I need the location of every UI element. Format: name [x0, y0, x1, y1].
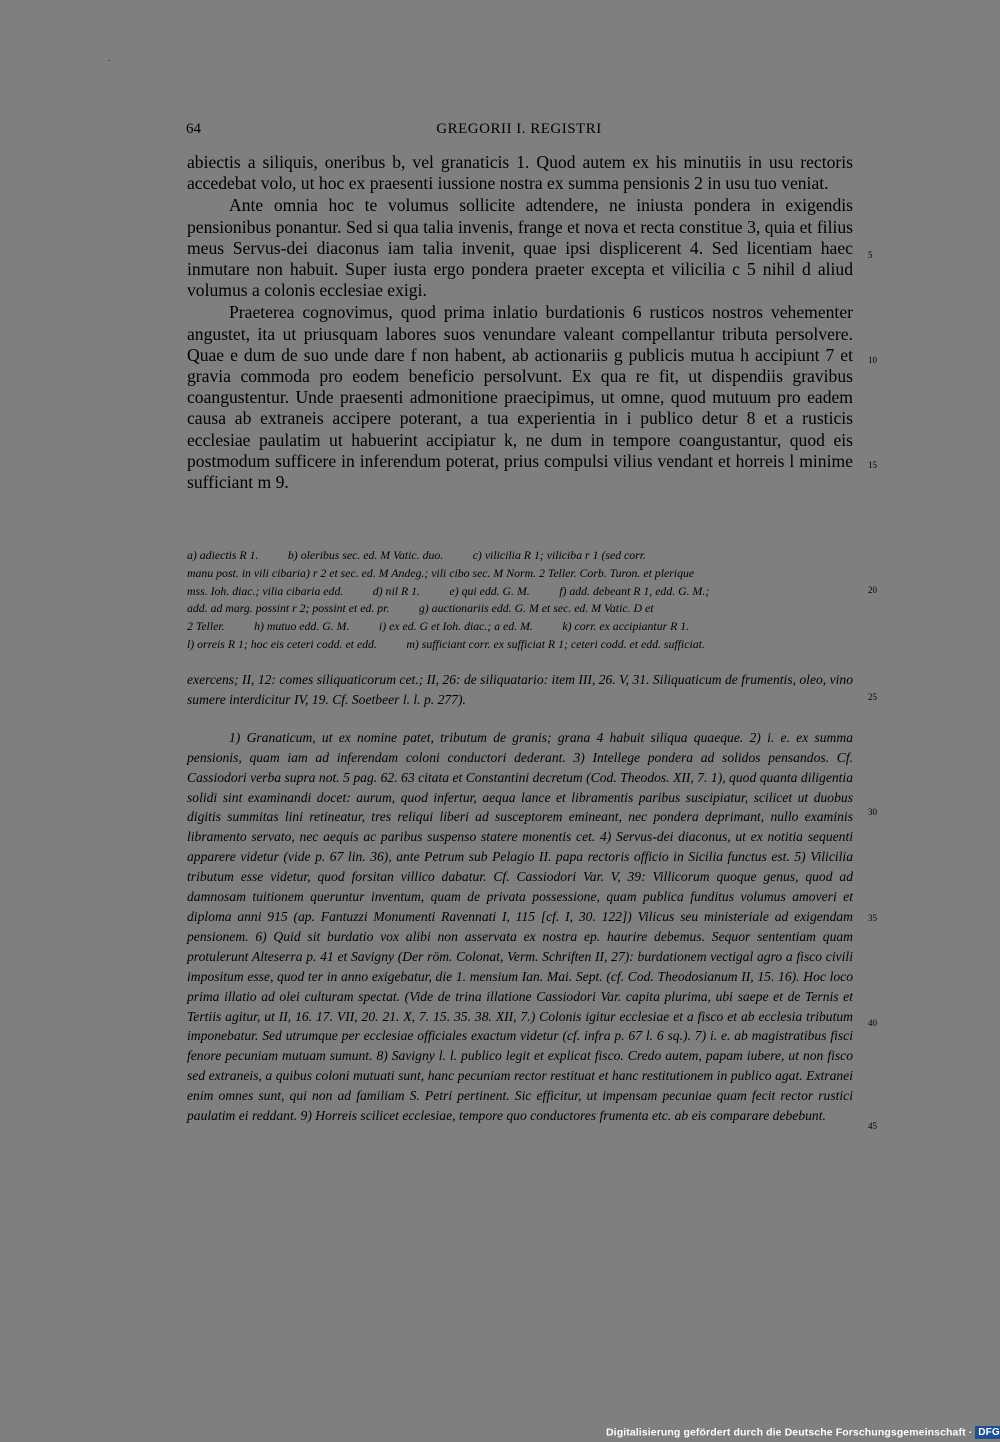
main-paragraph: abiectis a siliquis, oneribus b, vel granaticis 1. Quod autem ex his minutiis in usu rectoris accedebat volo, ut hoc ex praesenti iussione nostra ex summa pensionis 2 in usu tuo veniat.: [187, 152, 853, 194]
digitization-credit: [606, 1426, 1000, 1440]
main-text: [187, 152, 853, 493]
apparatus-line: l) orreis R 1; hoc eis ceteri codd. et edd. m) sufficiant corr. ex sufficiat R 1; ceteri codd. et edd. sufficiat.: [187, 636, 705, 651]
apparatus-line: 2 Teller. h) mutuo edd. G. M. i) ex ed. G et Ioh. diac.; a ed. M. k) corr. ex accipiantur R 1.: [187, 619, 690, 634]
main-paragraph: Praeterea cognovimus, quod prima inlatio burdationis 6 rusticos nostros vehementer angustet, ita ut priusquam labores suos venundare valeant compellantur tributa persolvere. Quae e dum de suo unde dare f non habent, ab actionariis g publicis mutua h accipiunt 7 et gravia commoda pro eodem beneficio persolvunt. Ex qua re fit, ut dispendiis gravibus coangustentur. Unde praesenti admonitione praecipimus, ut omne, quod mutuum pro eadem causa ab extraneis accipere poterant, a tua experientia in i publico detur 8 et a rusticis ecclesiae paulatim ut habuerint accipiatur k, ne dum in tempore coangustantur, quod eis postmodum sufficere in inferendum poterat, prius compulsi vilius vendant et horreis l minime sufficiant m 9.: [187, 302, 853, 493]
apparatus-line: mss. Ioh. diac.; vilia cibaria edd. d) nil R 1. e) qui edd. G. M. f) add. debeant R 1, edd. G. M.;: [187, 583, 710, 598]
line-number: 40: [868, 1018, 877, 1028]
line-number: 20: [868, 585, 877, 595]
line-number: 5: [868, 250, 873, 260]
page-header: [186, 121, 852, 141]
apparatus-line: manu post. in vili cibaria) r 2 et sec. ed. M Andeg.; vili cibo sec. M Norm. 2 Teller. Corb. Turon. et plerique: [187, 565, 695, 580]
commentary: [187, 670, 853, 1126]
line-number: 10: [868, 355, 877, 365]
apparatus-line: a) adiectis R 1. b) oleribus sec. ed. M Vatic. duo. c) vilicilia R 1; viliciba r 1 (sed corr.: [187, 548, 647, 562]
line-number: 15: [868, 460, 877, 470]
page-number: 64: [186, 121, 201, 137]
scan-speck: [108, 60, 110, 61]
line-number: 25: [868, 692, 877, 702]
credit-text: Digitalisierung gefördert durch die Deutsche Forschungsgemeinschaft ·: [606, 1426, 973, 1439]
commentary-notes: 1) Granaticum, ut ex nomine patet, tributum de granis; grana 4 habuit siliqua quaeque. 2) i. e. ex summa pensionis, quam iam ad inferendam coloni conductori dederant. 3) Intellege pondera ad solidos pensandos. Cf. Cassiodori verba supra not. 5 pag. 62. 63 citata et Constantini decretum (Cod. Theodos. XII, 7. 1), quod quanta diligentia solidi sint examinandi docet: aurum, quod infertur, aequa lance et libramentis paribus suscipiatur, scilicet ut duobus digitis summitas lini retineatur, tres reliqui liberi ad susceptorem emineant, nec pondera deprimant, nullo examinis libramento servato, nec aequis ac paribus suspenso statere monentis cet. 4) Servus-dei diaconus, ut ex notitia sequenti apparere videtur (vide p. 67 lin. 36), ante Petrum sub Pelagio II. papa rectoris officio in Sicilia functus est. 5) Vilicilia tributum esse videtur, quod forsitan villico dabatur. Cf. Cassiodori Var. V, 39: Villicorum quoque genus, quod ad damnosam tuitionem queruntur inventum, quam de privata possessione, quam publica funditus volumus amoveri et diploma anni 915 (ap. Fantuzzi Monumenti Ravennati I, 115 [cf. I, 30. 122]) Vilicus seu ministeriale ad exigendam pensionem. 6) Quid sit burdatio vox alibi non asservata ex nostra ep. haurire debemus. Sequor sententiam quam protulerunt Alteserra p. 41 et Savigny (Der röm. Colonat, Verm. Schriften II, 27): burdationem vectigal agro a fisco civili impositum esse, quod ter in anno exigebatur, die 1. mensium Ian. Mai. Sept. (cf. Cod. Theodosianum II, 15. 16). Hoc loco prima illatio ad olei culturam spectat. (Vide de trina illatione Cassiodori Var. capita plurima, ubi saepe et de Ternis et Tertiis agitur, ut II, 16. 17. VII, 20. 21. X, 7. 15. 35. 38. XII, 7.) Colonis igitur ecclesiae et a fisco et ab ecclesia tributum imponebatur. Sed utrumque per ecclesiae officiales exactum videtur (cf. infra p. 67 l. 6 sq.). 7) i. e. ab magistratibus fisci fenore pecuniam mutuam sumunt. 8) Savigny l. l. publico legit et explicat fisco. Credo autem, papam iubere, ut non fisco sed extraneis, a quibus coloni mutuati sunt, hanc pecuniam rector restituat et hanc restitutionem in publico agat. Extranei enim omnes sunt, qui non ad familiam S. Petri pertinent. Sic efficitur, ut impensam pecuniae quam fecit rector rustici paulatim ei reddant. 9) Horreis scilicet ecclesiae, tempore quo conductores frumenta etc. ab eis comparare debebunt.: [187, 729, 853, 1124]
line-number: 35: [868, 913, 877, 923]
running-title: GREGORII I. REGISTRI: [436, 121, 602, 137]
commentary-continuation: exercens; II, 12: comes siliquaticorum cet.; II, 26: de siliquatario: item III, 26. V, 31. Siliquaticum de frumentis, oleo, vino sumere interdicitur IV, 19. Cf. Soetbeer l. l. p. 277).: [187, 672, 853, 707]
line-number: 45: [868, 1121, 877, 1131]
apparatus-line: add. ad marg. possint r 2; possint et ed. pr. g) auctionariis edd. G. M et sec. ed. M Vatic. D et: [187, 601, 654, 616]
dfg-logo: DFG: [975, 1426, 1000, 1439]
variant-apparatus: [187, 547, 853, 654]
main-paragraph: Ante omnia hoc te volumus sollicite adtendere, ne iniusta pondera in exigendis pensionibus ponantur. Sed si qua talia invenis, frange et nova et recta constitue 3, quia et filius meus Servus-dei diaconus iam talia invenit, quae ipsi displicerent 4. Sed licentiam haec inmutare non habuit. Super iusta ergo pondera praeter excepta et vilicilia c 5 nihil d aliud volumus a colonis ecclesiae exigi.: [187, 195, 853, 301]
line-number: 30: [868, 807, 877, 817]
